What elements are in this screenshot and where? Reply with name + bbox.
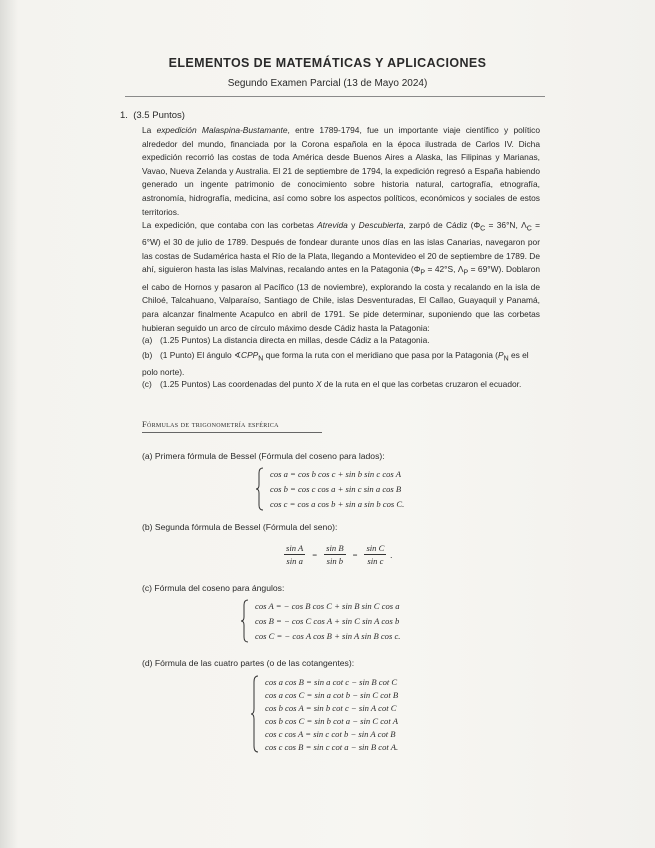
subquestion-c: (c) (1.25 Puntos) Las coordenadas del punto X de la ruta en el que las corbetas cruzaron el ecuador. — [142, 379, 522, 389]
problem-points: (3.5 Puntos) — [133, 110, 185, 121]
formula-c-eq: cos A = − cos B cos C + sin B sin C cos a — [255, 601, 400, 612]
problem-paragraph-2: La expedición, que contaba con las corbetas Atrevida y Descubierta, zarpó de Cádiz ($\Phi_C = 36^\circ N$, $\Lambda_C = 6^\circ W$) el 30 de julio de 1789. Después de fondear durante unos días en las islas Canarias, navegaron por las costas de Sudamérica hasta el Río de la Plata, llegando a Montevideo el 20 de septiembre de 1789. De ahí, siguieron hasta las islas Malvinas, recalando antes en la Patagonia ($\Phi_P = 42^\circ S$, $\Lambda_P = 69^\circ W$). Doblaron el cabo de Hornos y pasaron al Pacífico (13 de noviembre), explorando la costa y recalando en la isla de Chiloé, Talcahuano, Valparaíso, Santiago de Chile, islas Desventuradas, El Callao, Guayaquil y Panamá, para alcanzar finalmente Acapulco en abril de 1791. Se pide determinar, suponiendo que las corbetas hubieran seguido un arco de círculo máximo desde Cádiz hasta la Patagonia: — [142, 220, 541, 333]
problem-paragraph-1: La expedición Malaspina-Bustamante, entre 1789-1794, fue un importante viaje científico y político alrededor del mundo, financiada por la Corona española en la época ilustrada de Carlos IV. Dicha expedición recorrió las costas de toda América desde Buenos Aires a Alaska, las Filipinas y Marianas, Vavao, Nueva Zelanda y Australia. El 21 de septiembre de 1794, la expedición regresó a España habiendo generado un ingente patrimonio de conocimiento sobre historia natural, cartografía, etnografía, astronomía, hidrografía, medicina, así como sobre los aspectos políticos, económicos y sociales de estos territorios. — [142, 125, 540, 217]
exam-subtitle: Segundo Examen Parcial (13 de Mayo 2024) — [227, 78, 428, 89]
formula-a-eq: cos a = cos b cos c + sin b sin c cos A — [270, 469, 402, 480]
formula-c-system — [240, 599, 400, 643]
formula-d-eq: cos c cos A = sin c cot b − sin A cot B — [265, 728, 396, 739]
formula-d-eq: cos a cos C = sin a cot b − sin C cot B — [265, 689, 399, 700]
formula-a-system — [255, 467, 404, 511]
formula-a-label: (a) Primera fórmula de Bessel (Fórmula del coseno para lados): — [142, 451, 385, 461]
left-brace-icon — [240, 599, 250, 643]
subquestion-a-label: (a) — [142, 335, 153, 345]
formula-d-system — [250, 675, 398, 753]
formula-d-eq: cos a cos B = sin a cot c − sin B cot C — [265, 676, 398, 687]
subquestion-b: (b) (1 Punto) El ángulo $∢CPP_N$ que forma la ruta con el meridiano que pasa por la Patagonia ($P_N$ es el polo norte). — [142, 350, 529, 378]
formula-d-eq: cos b cos A = sin b cot c − sin A cot C — [265, 702, 397, 713]
fraction: $\frac{\text{sin B}}{\text{sin b}}$ — [326, 543, 344, 566]
formula-c-eq: cos B = − cos C cos A + sin C sin A cos b — [255, 615, 400, 626]
formula-d-eq: cos c cos B = sin c cot a − sin B cot A. — [265, 741, 399, 752]
formulas-heading: Fórmulas de trigonometría esférica — [142, 420, 279, 429]
subquestion-c-label: (c) — [142, 379, 152, 389]
formula-a-eq: cos b = cos c cos a + sin c sin a cos B — [270, 483, 402, 494]
problem-index: 1. — [120, 110, 128, 121]
fraction: $\frac{\text{sin C}}{\text{sin c}}$ — [366, 543, 385, 566]
formula-d-eq: cos b cos C = sin b cot a − sin C cot A — [265, 715, 398, 726]
exam-title: ELEMENTOS DE MATEMÁTICAS Y APLICACIONES — [168, 56, 487, 70]
left-brace-icon — [250, 675, 260, 753]
subquestion-b-label: (b) — [142, 350, 153, 360]
left-brace-icon — [255, 467, 265, 511]
formulas-heading-underline — [142, 432, 322, 433]
fraction: $\frac{\text{sin A}}{\text{sin a}}$ — [286, 543, 304, 566]
problem-number — [120, 110, 185, 121]
formula-b-label: (b) Segunda fórmula de Bessel (Fórmula del seno): — [142, 522, 338, 532]
formula-b-sine-law: $\frac{\text{sin A}}{\text{sin a}}$ = $\frac{\text{sin B}}{\text{sin b}}$ = $\frac{\text{sin C}}{\text{sin c}}$ . — [286, 543, 393, 566]
formula-d-label: (d) Fórmula de las cuatro partes (o de las cotangentes): — [142, 658, 355, 668]
subquestion-a-text: (1.25 Puntos) La distancia directa en millas, desde Cádiz a la Patagonia. — [160, 335, 430, 345]
formula-c-eq: cos C = − cos A cos B + sin A sin B cos c. — [255, 630, 401, 641]
header-rule — [125, 96, 545, 97]
formula-c-label: (c) Fórmula del coseno para ángulos: — [142, 583, 285, 593]
formula-a-eq: cos c = cos a cos b + sin a sin b cos C. — [270, 498, 405, 509]
subquestion-a — [142, 334, 540, 347]
